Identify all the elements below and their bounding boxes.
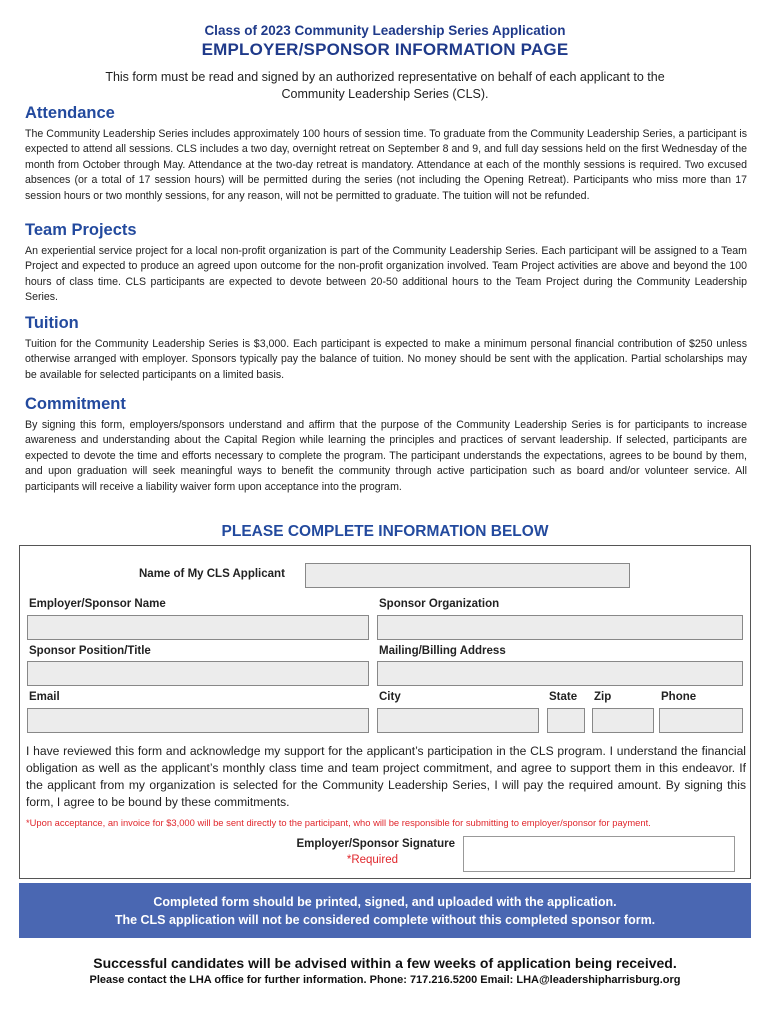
tuition-text: Tuition for the Community Leadership Series is $3,000. Each participant is expected to make a minimum personal financial contribution of $250 unless otherwise arranged with employer. Sponsors typically pay the balance of tuition. No money should be sent with the application. Partial scholarships may be available for selected participants on a limited basis. — [25, 338, 747, 381]
zip-field[interactable] — [592, 708, 654, 733]
state-label: State — [549, 691, 578, 703]
sponsor-position-label: Sponsor Position/Title — [29, 645, 151, 657]
form-heading: PLEASE COMPLETE INFORMATION BELOW — [221, 523, 549, 540]
city-field[interactable] — [377, 708, 539, 733]
phone-label: Phone — [661, 691, 697, 703]
applicant-name-label: Name of My CLS Applicant — [139, 568, 285, 580]
signature-label: Employer/Sponsor Signature — [296, 838, 455, 850]
footer-notice: Successful candidates will be advised within a few weeks of application being received. — [93, 955, 677, 971]
sponsor-organization-label: Sponsor Organization — [379, 598, 500, 610]
intro-line-2: Community Leadership Series (CLS). — [281, 87, 489, 101]
tuition-heading: Tuition — [25, 314, 79, 332]
email-field[interactable] — [27, 708, 369, 733]
commitment-heading: Commitment — [25, 395, 126, 413]
signature-required-note: *Required — [346, 854, 398, 866]
page-title: EMPLOYER/SPONSOR INFORMATION PAGE — [201, 40, 569, 59]
footer-contact: Please contact the LHA office for further information. Phone: 717.216.5200 Email: LHA@leadershipharrisburg.org — [89, 974, 681, 986]
application-title: Class of 2023 Community Leadership Series Application — [204, 23, 566, 38]
invoice-note: *Upon acceptance, an invoice for $3,000 will be sent directly to the participant, who will be responsible for submitting to employer/sponsor for payment. — [26, 817, 651, 828]
sponsor-organization-field[interactable] — [377, 615, 743, 640]
signature-field[interactable] — [463, 836, 735, 872]
attendance-heading: Attendance — [25, 104, 115, 122]
team-projects-heading: Team Projects — [25, 221, 137, 239]
employer-name-field[interactable] — [27, 615, 369, 640]
acknowledgment-text: I have reviewed this form and acknowledge my support for the applicant’s participation in the CLS program. I understand the financial obligation as well as the applicant’s monthly class time and team project commitment, and agree to support them in this endeavor. If the applicant from my organization is selected for the Community Leadership Series, I will pay the required amount. By signing this form, I agree to be bound by these commitments. — [26, 744, 746, 809]
sponsor-position-field[interactable] — [27, 661, 369, 686]
employer-name-label: Employer/Sponsor Name — [29, 598, 166, 610]
state-field[interactable] — [547, 708, 585, 733]
team-projects-text: An experiential service project for a local non-profit organization is part of the Community Leadership Series. Each participant will be assigned to a Team Project and expected to produce an agreed upon outcome for the non-profit organization involved. Team Project activities are above and beyond the 100 hours of class time. CLS participants are expected to devote between 20-50 additional hours to the Team Project during the Community Leadership Series. — [25, 245, 747, 304]
city-label: City — [379, 691, 401, 703]
phone-field[interactable] — [659, 708, 743, 733]
email-label: Email — [29, 691, 60, 703]
applicant-name-field[interactable] — [305, 563, 630, 588]
banner-line-1: Completed form should be printed, signed, and uploaded with the application. — [153, 895, 617, 909]
zip-label: Zip — [594, 691, 612, 703]
attendance-text: The Community Leadership Series includes approximately 100 hours of session time. To graduate from the Community Leadership Series, a participant is expected to attend all sessions. CLS includes a two day, overnight retreat on September 8 and 9, and full day sessions held on the first Wednesday of the month from October through May. Attendance at the two-day retreat is mandatory. Attendance at each of the monthly sessions is required. Two excused absences (or a total of 17 session hours) will be permitted during the series (not including the Opening Retreat). Participants who miss more than 17 session hours or two monthly sessions, for any reason, will not be permitted to graduate. The tuition will not be refunded. — [25, 128, 747, 202]
mailing-address-field[interactable] — [377, 661, 743, 686]
intro-line-1: This form must be read and signed by an authorized representative on behalf of each applicant to the — [105, 70, 665, 84]
intro-text — [60, 69, 710, 103]
commitment-text: By signing this form, employers/sponsors understand and affirm that the purpose of the Community Leadership Series is for participants to increase awareness and understanding about the Capital Region while learning the principles and practices of servant leadership. If selected, participants are expected to devote the time and efforts necessary to complete the program. The participant understands the expectations, agrees to be bound by them, and upon graduation will seek meaningful ways to benefit the community through active participation such as board and/or volunteer service. All participants will receive a liability waiver form upon acceptance into the program. — [25, 419, 747, 493]
submission-banner — [19, 883, 751, 938]
banner-line-2: The CLS application will not be considered complete without this completed sponsor form. — [114, 913, 656, 927]
mailing-address-label: Mailing/Billing Address — [379, 645, 506, 657]
